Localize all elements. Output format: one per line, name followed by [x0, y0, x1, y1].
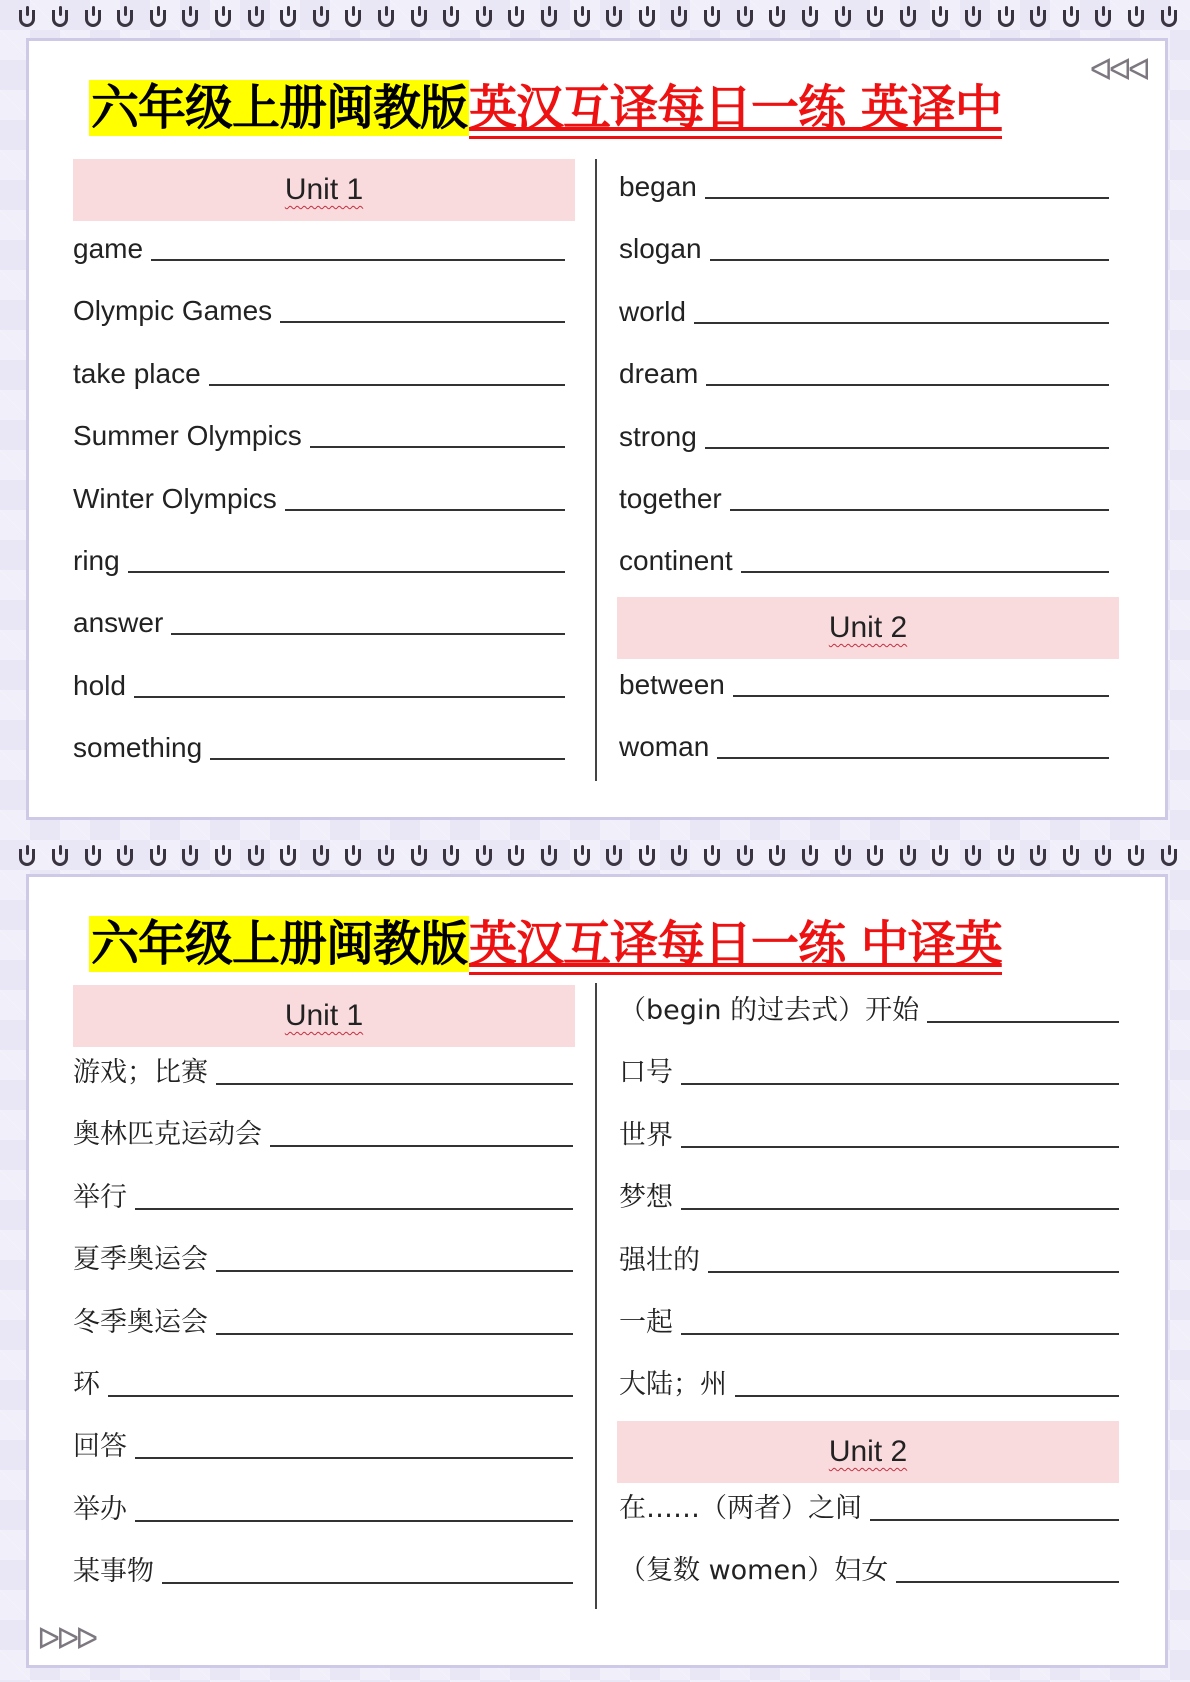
vocab-prompt: answer	[73, 607, 164, 639]
vocab-row	[619, 1049, 1119, 1093]
binding-ring-icon	[17, 6, 31, 28]
binding-ring-icon	[83, 845, 97, 867]
title-highlight: 六年级上册闽教版	[91, 80, 468, 136]
binding-ring-icon	[898, 6, 912, 28]
binding-ring-icon	[604, 845, 618, 867]
binding-ring-icon	[800, 845, 814, 867]
binding-ring-icon	[800, 6, 814, 28]
binding-ring-icon	[833, 6, 847, 28]
vocab-prompt: strong	[619, 420, 697, 452]
vocab-prompt: 举行	[73, 1181, 127, 1213]
vocab-prompt: 强壮的	[619, 1244, 700, 1276]
worksheet-title	[89, 905, 1002, 983]
binding-ring-icon	[1093, 845, 1107, 867]
binding-ring-icon	[539, 845, 553, 867]
binding-ring-icon	[17, 845, 31, 867]
answer-blank-line[interactable]	[135, 1208, 573, 1210]
binding-ring-icon	[311, 845, 325, 867]
binding-ring-icon	[735, 845, 749, 867]
answer-blank-line[interactable]	[285, 509, 565, 511]
vocab-row	[73, 225, 565, 269]
answer-blank-line[interactable]	[681, 1208, 1119, 1210]
vocab-row	[619, 413, 1109, 457]
vocab-prompt: （复数 women）妇女	[619, 1555, 889, 1587]
vocab-prompt: began	[619, 171, 697, 202]
title-highlight: 六年级上册闽教版	[91, 916, 468, 972]
unit-2-header: Unit 2	[617, 1421, 1119, 1483]
binding-ring-icon	[246, 6, 260, 28]
answer-blank-line[interactable]	[171, 633, 565, 635]
vocab-row	[619, 1237, 1119, 1281]
binding-ring-icon	[376, 6, 390, 28]
binding-ring-icon	[1028, 6, 1042, 28]
vocab-row	[619, 723, 1109, 767]
vocab-row	[73, 1174, 573, 1218]
binding-ring-icon	[1126, 6, 1140, 28]
answer-blank-line[interactable]	[216, 1333, 573, 1335]
answer-blank-line[interactable]	[705, 447, 1109, 449]
binding-ring-icon	[148, 6, 162, 28]
title-red: 英汉互译每日一练 英译中	[469, 80, 1002, 139]
vocab-prompt: 回答	[73, 1431, 127, 1463]
binding-ring-icon	[506, 845, 520, 867]
vocab-row	[619, 987, 1119, 1031]
unit-1-header: Unit 1	[73, 159, 575, 221]
vocab-row	[619, 225, 1109, 269]
binding-ring-icon	[1061, 845, 1075, 867]
binding-ring-icon	[1126, 845, 1140, 867]
unit-2-header: Unit 2	[617, 597, 1119, 659]
vocab-row	[619, 1174, 1119, 1218]
vocab-row	[73, 1361, 573, 1405]
answer-blank-line[interactable]	[270, 1145, 573, 1147]
vocab-row	[619, 661, 1109, 705]
vocab-row	[73, 599, 565, 643]
answer-blank-line[interactable]	[927, 1021, 1119, 1023]
vocab-row	[73, 1236, 573, 1280]
vocab-prompt: continent	[619, 545, 733, 577]
answer-blank-line[interactable]	[681, 1083, 1119, 1085]
column-divider	[595, 159, 597, 781]
vocab-prompt: 某事物	[73, 1556, 154, 1588]
binding-ring-icon	[963, 845, 977, 867]
binding-ring-icon	[702, 6, 716, 28]
binding-ring-icon	[898, 845, 912, 867]
vocab-prompt: （begin 的过去式）开始	[619, 995, 920, 1026]
vocab-row	[619, 1547, 1119, 1591]
answer-blank-line[interactable]	[706, 384, 1109, 386]
binding-ring-icon	[833, 845, 847, 867]
answer-blank-line[interactable]	[151, 259, 565, 261]
answer-blank-line[interactable]	[735, 1395, 1119, 1397]
binding-ring-icon	[180, 845, 194, 867]
vocab-prompt: 举办	[73, 1493, 127, 1525]
vocab-prompt: 在……（两者）之间	[619, 1493, 862, 1524]
title-red: 英汉互译每日一练 中译英	[469, 916, 1002, 975]
binding-ring-icon	[115, 6, 129, 28]
vocab-row	[73, 1049, 573, 1093]
binding-ring-icon	[1061, 6, 1075, 28]
answer-blank-line[interactable]	[694, 322, 1109, 324]
vocab-row	[73, 475, 565, 519]
vocab-row	[73, 1423, 573, 1467]
vocab-prompt: 世界	[619, 1119, 673, 1151]
binding-ring-icon	[930, 845, 944, 867]
binding-ring-icon	[246, 845, 260, 867]
vocab-row	[73, 724, 565, 768]
binding-ring-icon	[572, 6, 586, 28]
binding-ring-icon	[50, 6, 64, 28]
vocab-prompt: 夏季奥运会	[73, 1244, 208, 1276]
vocab-prompt: Summer Olympics	[73, 420, 302, 452]
binding-ring-icon	[767, 845, 781, 867]
answer-blank-line[interactable]	[134, 696, 565, 698]
vocab-row	[619, 163, 1109, 207]
vocab-prompt: world	[619, 295, 686, 327]
vocab-row	[619, 1485, 1119, 1529]
binding-ring-icon	[409, 845, 423, 867]
answer-blank-line[interactable]	[135, 1457, 573, 1459]
vocab-prompt: together	[619, 483, 722, 514]
answer-blank-line[interactable]	[741, 571, 1109, 573]
vocab-row	[73, 537, 565, 581]
binding-ring-icon	[474, 845, 488, 867]
binding-ring-icon	[767, 6, 781, 28]
answer-blank-line[interactable]	[733, 695, 1109, 697]
vocab-prompt: hold	[73, 669, 126, 701]
binding-ring-icon	[996, 6, 1010, 28]
vocab-prompt: slogan	[619, 233, 702, 265]
answer-blank-line[interactable]	[310, 446, 565, 448]
binding-ring-icon	[1028, 845, 1042, 867]
answer-blank-line[interactable]	[870, 1519, 1119, 1521]
binding-ring-icon	[50, 845, 64, 867]
vocab-row	[619, 350, 1109, 394]
binding-ring-icon	[376, 845, 390, 867]
binding-ring-icon	[735, 6, 749, 28]
binding-ring-icon	[637, 6, 651, 28]
answer-blank-line[interactable]	[128, 571, 565, 573]
worksheet-card-en-to-cn	[26, 38, 1168, 820]
vocab-row	[619, 1361, 1119, 1405]
answer-blank-line[interactable]	[280, 321, 565, 323]
vocab-row	[73, 662, 565, 706]
vocab-prompt: 游戏；比赛	[73, 1057, 208, 1088]
binding-ring-icon	[669, 6, 683, 28]
vocab-prompt: woman	[619, 731, 710, 763]
binding-ring-icon	[637, 845, 651, 867]
answer-blank-line[interactable]	[216, 1270, 573, 1272]
vocab-row	[73, 1548, 573, 1592]
answer-blank-line[interactable]	[717, 757, 1109, 759]
vocab-row	[73, 1299, 573, 1343]
binding-ring-icon	[604, 6, 618, 28]
vocab-row	[73, 350, 565, 394]
vocab-row	[619, 475, 1109, 519]
vocab-row	[73, 287, 565, 331]
answer-blank-line[interactable]	[708, 1271, 1119, 1273]
binding-ring-icon	[83, 6, 97, 28]
answer-blank-line[interactable]	[896, 1581, 1119, 1583]
column-divider	[595, 983, 597, 1609]
vocab-prompt: 环	[73, 1369, 100, 1400]
answer-blank-line[interactable]	[681, 1146, 1119, 1148]
vocab-prompt: 大陆；州	[619, 1369, 727, 1401]
vocab-row	[619, 1112, 1119, 1156]
binding-ring-icon	[865, 845, 879, 867]
binding-ring-icon	[474, 6, 488, 28]
worksheet-card-cn-to-en	[26, 874, 1168, 1668]
left-arrows-icon: ᐊᐊᐊ	[1089, 53, 1147, 88]
binding-ring-icon	[441, 6, 455, 28]
vocab-prompt: something	[73, 732, 203, 764]
binding-ring-icon	[865, 6, 879, 28]
binding-ring-icon	[278, 845, 292, 867]
answer-blank-line[interactable]	[730, 509, 1109, 511]
vocab-prompt: between	[619, 669, 725, 700]
vocab-row	[73, 1486, 573, 1530]
vocab-prompt: 奥林匹克运动会	[73, 1119, 262, 1151]
vocab-prompt: ring	[73, 545, 120, 576]
answer-blank-line[interactable]	[135, 1520, 573, 1522]
binding-ring-icon	[441, 845, 455, 867]
binding-ring-icon	[115, 845, 129, 867]
binding-ring-icon	[539, 6, 553, 28]
binding-ring-icon	[669, 845, 683, 867]
vocab-prompt: Olympic Games	[73, 295, 273, 327]
answer-blank-line[interactable]	[681, 1333, 1119, 1335]
binding-ring-icon	[1093, 6, 1107, 28]
binding-ring-icon	[506, 6, 520, 28]
binding-ring-icon	[278, 6, 292, 28]
binding-ring-icon	[1159, 6, 1173, 28]
answer-blank-line[interactable]	[210, 758, 565, 760]
answer-blank-line[interactable]	[162, 1582, 573, 1584]
binding-ring-icon	[148, 845, 162, 867]
answer-blank-line[interactable]	[216, 1083, 573, 1085]
vocab-prompt: 口号	[619, 1057, 673, 1089]
binding-ring-icon	[409, 6, 423, 28]
vocab-prompt: 冬季奥运会	[73, 1306, 208, 1338]
right-arrows-icon: ᐅᐅᐅ	[37, 1622, 95, 1657]
answer-blank-line[interactable]	[108, 1395, 573, 1397]
binding-ring-icon	[343, 6, 357, 28]
binding-ring-icon	[572, 845, 586, 867]
binding-ring-icon	[930, 6, 944, 28]
vocab-row	[619, 537, 1109, 581]
vocab-prompt: 一起	[619, 1307, 673, 1338]
vocab-row	[619, 288, 1109, 332]
binding-ring-icon	[180, 6, 194, 28]
vocab-prompt: dream	[619, 358, 699, 390]
binding-ring-icon	[343, 845, 357, 867]
vocab-prompt: game	[73, 233, 144, 264]
binding-ring-icon	[963, 6, 977, 28]
vocab-row	[73, 412, 565, 456]
answer-blank-line[interactable]	[710, 259, 1109, 261]
binding-ring-icon	[702, 845, 716, 867]
vocab-prompt: Winter Olympics	[73, 482, 277, 514]
worksheet-title	[89, 69, 1002, 147]
unit-1-header: Unit 1	[73, 985, 575, 1047]
binding-ring-icon	[213, 6, 227, 28]
vocab-row	[73, 1111, 573, 1155]
answer-blank-line[interactable]	[209, 384, 565, 386]
binding-ring-icon	[311, 6, 325, 28]
vocab-row	[619, 1299, 1119, 1343]
binding-ring-icon	[1159, 845, 1173, 867]
vocab-prompt: 梦想	[619, 1182, 673, 1214]
vocab-prompt: take place	[73, 357, 201, 389]
binding-ring-icon	[213, 845, 227, 867]
binding-ring-icon	[996, 845, 1010, 867]
answer-blank-line[interactable]	[705, 197, 1109, 199]
